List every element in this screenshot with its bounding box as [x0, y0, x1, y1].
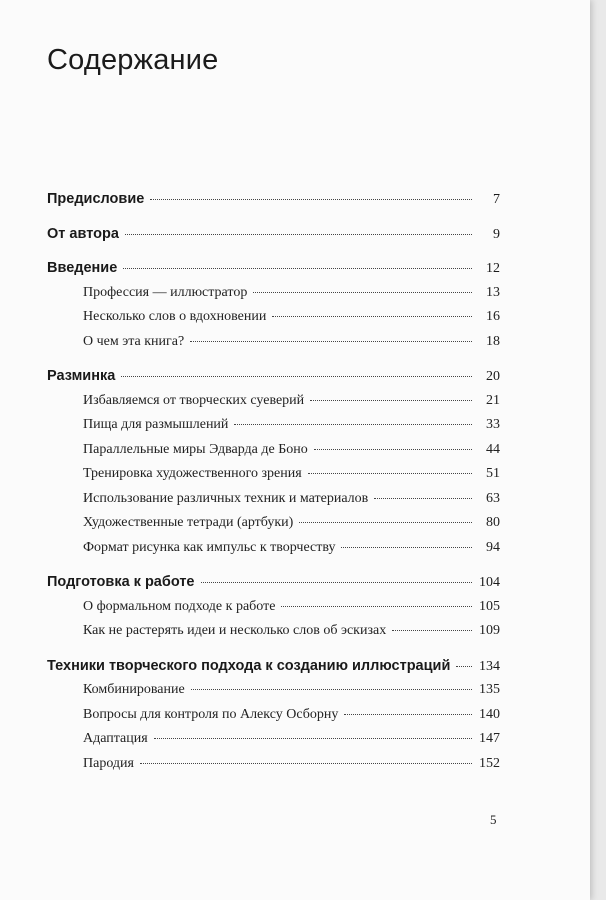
- dot-leader: [125, 234, 472, 235]
- toc-entry-page: 152: [479, 755, 500, 771]
- toc-chapter[interactable]: [47, 570, 500, 595]
- toc-entry-page: 140: [479, 706, 500, 722]
- toc-entry-page: 18: [486, 333, 500, 349]
- toc-subentry[interactable]: [47, 703, 500, 728]
- toc-entry-page: 109: [479, 623, 500, 638]
- dot-leader: [272, 316, 472, 317]
- dot-leader: [154, 738, 472, 739]
- toc-entry-title: Техники творческого подхода к созданию иллюстраций: [47, 657, 451, 674]
- toc-subentry[interactable]: [47, 511, 500, 536]
- toc-entry-title: Художественные тетради (артбуки): [83, 515, 294, 530]
- toc-subentry[interactable]: [47, 462, 500, 487]
- toc-subentry[interactable]: [47, 752, 500, 777]
- toc-entry-title: Несколько слов о вдохновении: [83, 309, 267, 324]
- toc-entry-title: Введение: [47, 260, 118, 276]
- toc-entry-title: Избавляемся от творческих суеверий: [83, 392, 305, 408]
- toc-subentry[interactable]: [47, 330, 500, 355]
- toc-subentry[interactable]: [47, 438, 500, 463]
- toc-entry-page: 16: [486, 309, 500, 324]
- toc-entry-page: 12: [486, 261, 500, 276]
- toc-subentry[interactable]: [47, 536, 500, 561]
- toc-subentry[interactable]: [47, 619, 500, 644]
- toc-subentry[interactable]: [47, 305, 500, 330]
- toc-entry-page: 7: [493, 192, 500, 207]
- toc-subentry[interactable]: [47, 678, 500, 703]
- toc-subentry[interactable]: [47, 487, 500, 512]
- dot-leader: [150, 199, 472, 200]
- dot-leader: [344, 714, 472, 715]
- toc-entry-title: Использование различных техник и материалов: [83, 490, 369, 506]
- toc-subentry[interactable]: [47, 389, 500, 414]
- toc-entry-page: 147: [479, 731, 500, 746]
- toc-section: [47, 570, 500, 644]
- toc-entry-page: 33: [486, 417, 500, 432]
- toc-subentry[interactable]: [47, 281, 500, 306]
- dot-leader: [123, 268, 472, 269]
- toc-entry-page: 135: [479, 682, 500, 697]
- toc-entry-page: 9: [493, 226, 500, 242]
- toc-entry-title: О формальном подходе к работе: [83, 598, 276, 614]
- toc-entry-title: Комбинирование: [83, 682, 185, 697]
- toc-entry-title: Пища для размышлений: [83, 417, 229, 432]
- dot-leader: [392, 630, 472, 631]
- toc-entry-title: Вопросы для контроля по Алексу Осборну: [83, 706, 339, 722]
- toc-entry-title: О чем эта книга?: [83, 333, 185, 349]
- toc-entry-title: Разминка: [47, 368, 116, 384]
- toc-chapter[interactable]: [47, 654, 500, 679]
- dot-leader: [121, 376, 472, 377]
- toc-entry-title: Параллельные миры Эдварда де Боно: [83, 441, 308, 457]
- dot-leader: [308, 473, 472, 474]
- toc-subentry[interactable]: [47, 727, 500, 752]
- toc-entry-page: 51: [486, 466, 500, 481]
- dot-leader: [281, 606, 472, 607]
- page-number: 5: [490, 812, 497, 827]
- dot-leader: [456, 666, 472, 667]
- dot-leader: [341, 547, 472, 548]
- toc-section: [47, 364, 500, 560]
- toc-chapter[interactable]: [47, 222, 500, 247]
- page-title: Содержание: [47, 44, 219, 76]
- toc-entry-title: Пародия: [83, 755, 134, 771]
- toc-entry-page: 20: [486, 369, 500, 384]
- toc-entry-title: Профессия — иллюстратор: [83, 284, 248, 300]
- toc-entry-page: 21: [486, 392, 500, 408]
- dot-leader: [190, 341, 472, 342]
- toc-entry-page: 80: [486, 515, 500, 530]
- toc-chapter[interactable]: [47, 187, 500, 212]
- toc-entry-title: Тренировка художественного зрения: [83, 466, 302, 481]
- toc-entry-page: 94: [486, 539, 500, 555]
- dot-leader: [234, 424, 472, 425]
- toc-entry-title: От автора: [47, 225, 119, 242]
- dot-leader: [314, 449, 472, 450]
- dot-leader: [310, 400, 472, 401]
- dot-leader: [201, 582, 473, 583]
- toc-entry-page: 44: [486, 441, 500, 457]
- toc-section: [47, 256, 500, 354]
- toc-entry-title: Формат рисунка как импульс к творчеству: [83, 539, 336, 555]
- dot-leader: [191, 689, 472, 690]
- toc-section: [47, 222, 500, 247]
- toc-section: [47, 187, 500, 212]
- toc-entry-page: 13: [486, 284, 500, 300]
- toc-entry-page: 105: [479, 598, 500, 614]
- toc-entry-page: 104: [479, 575, 500, 590]
- table-of-contents: [47, 187, 500, 786]
- toc-chapter[interactable]: [47, 364, 500, 389]
- toc-entry-title: Предисловие: [47, 191, 145, 207]
- toc-subentry[interactable]: [47, 413, 500, 438]
- toc-entry-page: 134: [479, 658, 500, 674]
- dot-leader: [374, 498, 472, 499]
- dot-leader: [299, 522, 472, 523]
- dot-leader: [253, 292, 472, 293]
- toc-entry-title: Адаптация: [83, 731, 148, 746]
- toc-section: [47, 654, 500, 777]
- toc-chapter[interactable]: [47, 256, 500, 281]
- toc-entry-title: Как не растерять идеи и несколько слов об эскизах: [83, 623, 387, 638]
- dot-leader: [140, 763, 472, 764]
- toc-entry-page: 63: [486, 490, 500, 506]
- toc-entry-title: Подготовка к работе: [47, 574, 195, 590]
- toc-subentry[interactable]: [47, 595, 500, 620]
